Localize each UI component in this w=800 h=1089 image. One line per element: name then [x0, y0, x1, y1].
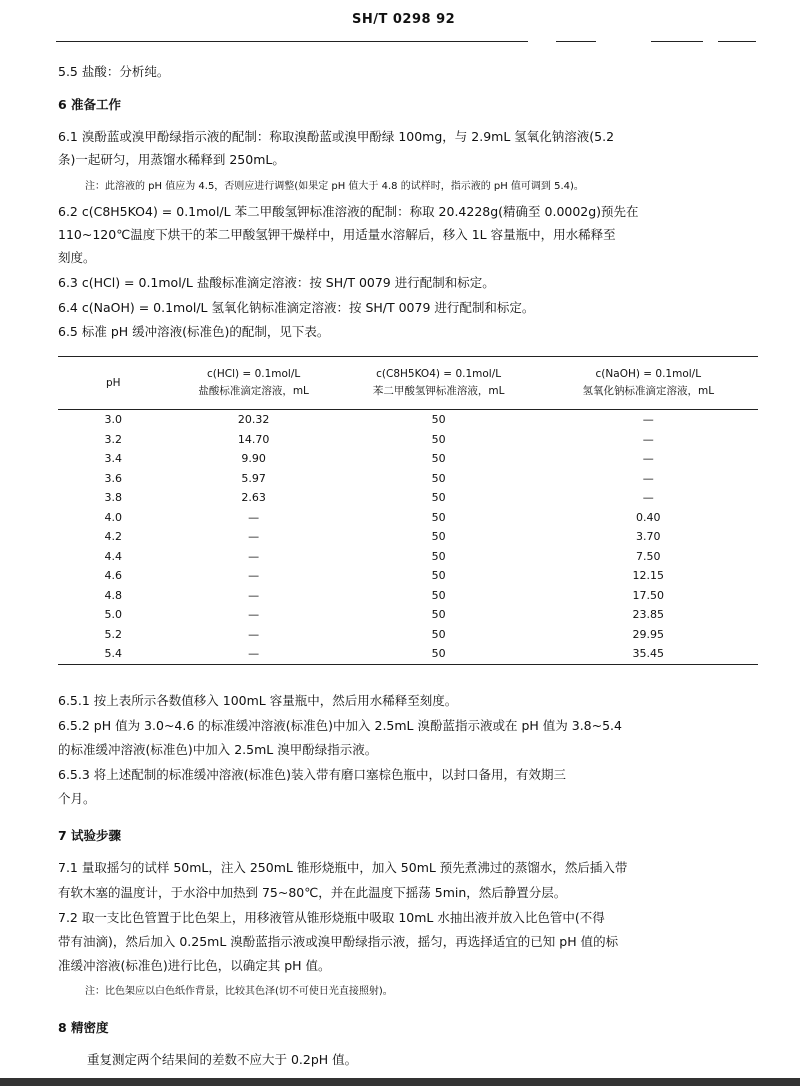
table-row: [58, 469, 758, 489]
clause-6-2: 6.2 c(C8H5KO4) = 0.1mol/L 苯二甲酸氢钾标准溶液的配制：称取 20.4228g(精确至 0.0002g)预先在: [58, 204, 639, 219]
cell-naoh: 12.15: [632, 569, 665, 583]
cell-naoh: —: [642, 413, 654, 427]
table-row: [58, 508, 758, 528]
standard-code: SH/T 0298 92: [352, 12, 456, 27]
cell-hcl: —: [248, 530, 260, 544]
cell-naoh: 3.70: [636, 530, 661, 544]
cell-naoh: 7.50: [636, 549, 661, 563]
cell-ph: 3.6: [104, 471, 123, 485]
clause-7-1: 7.1 量取摇匀的试样 50mL，注入 250mL 锥形烧瓶中，加入 50mL 预先煮沸过的蒸馏水，然后插入带: [58, 860, 628, 875]
col-header-hcl-text: c(HCl) = 0.1mol/L 盐酸标准滴定溶液，mL: [198, 368, 309, 397]
note-7-2: 注：比色架应以白色纸作背景，比较其色泽(切不可使日光直接照射)。: [85, 986, 393, 997]
cell-ph: 3.2: [104, 432, 123, 446]
col-header-naoh-text: c(NaOH) = 0.1mol/L 氢氧化钠标准滴定溶液，mL: [582, 368, 715, 397]
cell-hcl: —: [248, 510, 260, 524]
cell-khp: 50: [431, 452, 446, 466]
cell-khp: 50: [431, 471, 446, 485]
cell-khp: 50: [431, 530, 446, 544]
cell-ph: 4.0: [104, 510, 123, 524]
table-header-row: [58, 357, 758, 410]
cell-naoh: 29.95: [632, 627, 665, 641]
section-6-heading: 6 准备工作: [58, 97, 122, 112]
clause-6-1-cont: 条)一起研匀，用蒸馏水稀释到 250mL。: [58, 152, 285, 167]
col-header-khp: [339, 357, 539, 410]
table-row: [58, 449, 758, 469]
cell-khp: 50: [431, 413, 446, 427]
cell-khp: 50: [431, 608, 446, 622]
page-header: [56, 8, 756, 36]
page-bottom-border: [0, 1078, 800, 1086]
col-header-naoh: [539, 357, 758, 410]
clause-7-2: 7.2 取一支比色管置于比色架上，用移液管从锥形烧瓶中吸取 10mL 水抽出液并放入比色管中(不得: [58, 910, 605, 925]
cell-hcl: 2.63: [241, 491, 266, 505]
cell-ph: 4.8: [104, 588, 123, 602]
header-rule: [556, 41, 596, 42]
clause-6-5-1: 6.5.1 按上表所示各数值移入 100mL 容量瓶中，然后用水稀释至刻度。: [58, 693, 458, 708]
table-row: [58, 547, 758, 567]
cell-hcl: 9.90: [241, 452, 266, 466]
clause-6-2-cont: 刻度。: [58, 250, 96, 265]
cell-naoh: —: [642, 491, 654, 505]
section-7-heading: 7 试验步骤: [58, 828, 122, 843]
buffer-solution-table: [58, 356, 758, 665]
clause-6-1: 6.1 溴酚蓝或溴甲酚绿指示液的配制：称取溴酚蓝或溴甲酚绿 100mg，与 2.9mL 氢氧化钠溶液(5.2: [58, 129, 615, 144]
clause-6-4: 6.4 c(NaOH) = 0.1mol/L 氢氧化钠标准滴定溶液：按 SH/T 0079 进行配制和标定。: [58, 300, 535, 315]
cell-hcl: 20.32: [237, 413, 270, 427]
clause-6-5: 6.5 标准 pH 缓冲溶液(标准色)的配制，见下表。: [58, 324, 330, 339]
clause-6-2-cont: 110~120℃温度下烘干的苯二甲酸氢钾干燥样中，用适量水溶解后，移入 1L 容量瓶中，用水稀释至: [58, 227, 616, 242]
section-8-heading: 8 精密度: [58, 1020, 109, 1035]
cell-ph: 3.4: [104, 452, 123, 466]
clause-6-5-3: 6.5.3 将上述配制的标准缓冲溶液(标准色)装入带有磨口塞棕色瓶中，以封口备用，有效期三: [58, 767, 567, 782]
header-rule: [56, 41, 528, 42]
table-row: [58, 430, 758, 450]
table-row: [58, 605, 758, 625]
clause-7-1-cont: 有软木塞的温度计，于水浴中加热到 75~80℃，并在此温度下摇荡 5min，然后静置分层。: [58, 885, 567, 900]
cell-naoh: 23.85: [632, 608, 665, 622]
cell-ph: 5.4: [58, 644, 169, 664]
clause-7-2-cont: 准缓冲溶液(标准色)进行比色，以确定其 pH 值。: [58, 958, 331, 973]
cell-naoh: 17.50: [632, 588, 665, 602]
clause-6-5-3-cont: 个月。: [58, 791, 96, 806]
col-header-hcl: [169, 357, 339, 410]
cell-hcl: —: [248, 608, 260, 622]
cell-khp: 50: [431, 491, 446, 505]
header-rule: [651, 41, 703, 42]
cell-ph: 3.0: [104, 413, 123, 427]
note-6-1: 注：此溶液的 pH 值应为 4.5，否则应进行调整(如果定 pH 值大于 4.8 的试样时，指示液的 pH 值可调到 5.4)。: [85, 181, 584, 192]
cell-ph: 4.4: [104, 549, 123, 563]
cell-naoh: —: [642, 432, 654, 446]
cell-naoh: 35.45: [539, 644, 758, 664]
cell-khp: 50: [339, 644, 539, 664]
cell-hcl: —: [248, 627, 260, 641]
cell-khp: 50: [431, 432, 446, 446]
table-row: [58, 566, 758, 586]
cell-naoh: —: [642, 452, 654, 466]
header-rule: [718, 41, 756, 42]
table-row: [58, 527, 758, 547]
cell-ph: 3.8: [104, 491, 123, 505]
col-header-khp-text: c(C8H5KO4) = 0.1mol/L 苯二甲酸氢钾标准溶液，mL: [372, 368, 505, 397]
clause-6-5-2: 6.5.2 pH 值为 3.0~4.6 的标准缓冲溶液(标准色)中加入 2.5mL 溴酚蓝指示液或在 pH 值为 3.8~5.4: [58, 718, 622, 733]
cell-khp: 50: [431, 510, 446, 524]
clause-8-text: 重复测定两个结果间的差数不应大于 0.2pH 值。: [87, 1052, 358, 1067]
col-header-ph: pH: [58, 357, 169, 410]
clause-6-3: 6.3 c(HCl) = 0.1mol/L 盐酸标准滴定溶液：按 SH/T 0079 进行配制和标定。: [58, 275, 495, 290]
cell-hcl: 14.70: [237, 432, 270, 446]
cell-naoh: —: [642, 471, 654, 485]
cell-ph: 4.6: [104, 569, 123, 583]
cell-ph: 5.0: [104, 608, 123, 622]
table-row: [58, 410, 758, 430]
clause-5-5: 5.5 盐酸：分析纯。: [58, 64, 170, 79]
cell-hcl: —: [169, 644, 339, 664]
cell-hcl: 5.97: [241, 471, 266, 485]
cell-khp: 50: [431, 588, 446, 602]
table-row: [58, 644, 758, 664]
clause-6-5-2-cont: 的标准缓冲溶液(标准色)中加入 2.5mL 溴甲酚绿指示液。: [58, 742, 378, 757]
cell-khp: 50: [431, 627, 446, 641]
cell-hcl: —: [248, 588, 260, 602]
table-row: [58, 586, 758, 606]
cell-naoh: 0.40: [636, 510, 661, 524]
cell-ph: 5.2: [104, 627, 123, 641]
cell-khp: 50: [431, 549, 446, 563]
cell-hcl: —: [248, 569, 260, 583]
cell-ph: 4.2: [104, 530, 123, 544]
cell-khp: 50: [431, 569, 446, 583]
cell-hcl: —: [248, 549, 260, 563]
table-row: [58, 625, 758, 645]
clause-7-2-cont: 带有油滴)，然后加入 0.25mL 溴酚蓝指示液或溴甲酚绿指示液，摇匀，再选择适宜的已知 pH 值的标: [58, 934, 619, 949]
table-row: [58, 488, 758, 508]
